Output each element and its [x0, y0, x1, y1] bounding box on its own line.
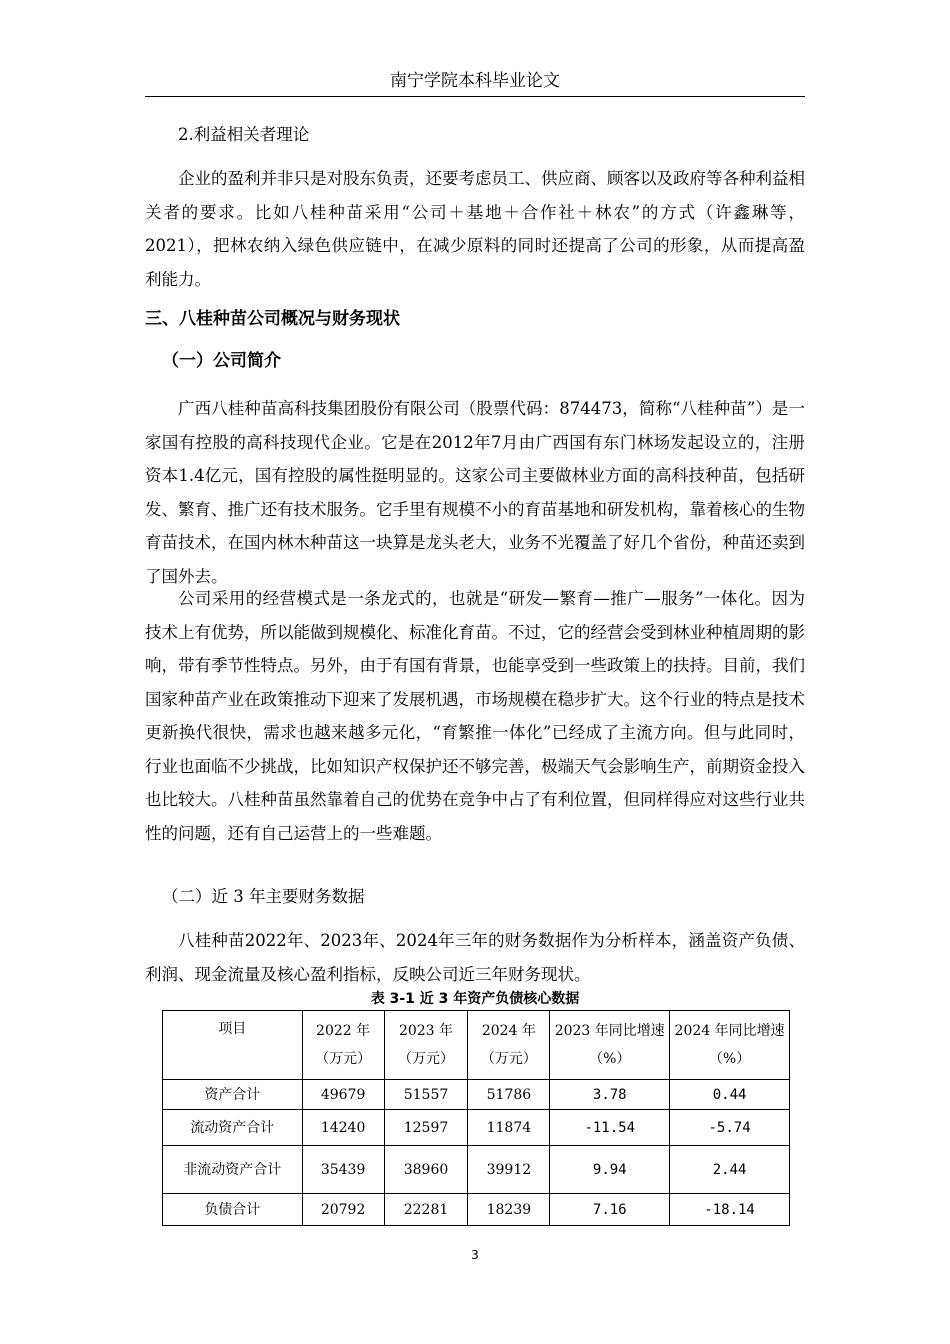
cell-value: 35439 — [302, 1146, 384, 1194]
cell-value: 11874 — [468, 1110, 550, 1146]
table-row — [163, 1080, 790, 1110]
subsection-title-intro: （一）公司简介 — [162, 351, 281, 371]
cell-growth: 9.94 — [550, 1146, 670, 1194]
row-label: 负债合计 — [163, 1194, 303, 1226]
balance-sheet-table — [162, 1010, 790, 1226]
paragraph-business-model: 公司采用的经营模式是一条龙式的，也就是“研发—繁育—推广—服务”一体化。因为技术上有优势，所以能做到规模化、标准化育苗。不过，它的经营会受到林业种植周期的影响，带有季节性特点。另外，由于有国有背景，也能享受到一些政策上的扶持。目前，我们国家种苗产业在政策推动下迎来了发展机遇，市场规模在稳步扩大。这个行业的特点是技术更新换代很快，需求也越来越多元化，“育繁推一体化”已经成了主流方向。但与此同时，行业也面临不少挑战，比如知识产权保护还不够完善，极端天气会影响生产，前期资金投入也比较大。八桂种苗虽然靠着自己的优势在竞争中占了有利位置，但同样得应对这些行业共性的问题，还有自己运营上的一些难题。 — [145, 589, 805, 843]
paragraph-company-intro: 广西八桂种苗高科技集团股份有限公司（股票代码：874473，简称“八桂种苗”）是一家国有控股的高科技现代企业。它是在2012年7月由广西国有东门林场发起设立的，注册资本1.4亿元，国有控股的属性挺明显的。这家公司主要做林业方面的高科技种苗，包括研发、繁育、推广还有技术服务。它手里有规模不小的育苗基地和研发机构，靠着核心的生物育苗技术，在国内林木种苗这一块算是龙头老大，业务不光覆盖了好几个省份，种苗还卖到了国外去。 — [145, 399, 805, 586]
header-growth-2023: 2023 年同比增速（%） — [550, 1011, 670, 1080]
row-label: 资产合计 — [163, 1080, 303, 1110]
cell-growth: 3.78 — [550, 1080, 670, 1110]
header-2023: 2023 年（万元） — [384, 1011, 468, 1080]
cell-growth: -11.54 — [550, 1110, 670, 1146]
cell-growth: 0.44 — [670, 1080, 790, 1110]
cell-growth: 7.16 — [550, 1194, 670, 1226]
cell-growth: -18.14 — [670, 1194, 790, 1226]
cell-value: 51557 — [384, 1080, 468, 1110]
table-caption: 表 3-1 近 3 年资产负债核心数据 — [370, 991, 580, 1007]
section-title-stakeholder: 2.利益相关者理论 — [178, 125, 310, 144]
paragraph-financial: 八桂种苗2022年、2023年、2024年三年的财务数据作为分析样本，涵盖资产负债、利润、现金流量及核心盈利指标，反映公司近三年财务现状。 — [145, 931, 805, 984]
table-header-row — [163, 1011, 790, 1080]
row-label: 流动资产合计 — [163, 1110, 303, 1146]
header-item: 项目 — [163, 1011, 303, 1080]
table-row — [163, 1194, 790, 1226]
cell-value: 39912 — [468, 1146, 550, 1194]
cell-value: 49679 — [302, 1080, 384, 1110]
cell-value: 51786 — [468, 1080, 550, 1110]
table-row — [163, 1146, 790, 1194]
cell-value: 12597 — [384, 1110, 468, 1146]
table-row — [163, 1110, 790, 1146]
page-header: 南宁学院本科毕业论文 — [145, 66, 805, 97]
cell-growth: -5.74 — [670, 1110, 790, 1146]
page-number: 3 — [471, 1248, 479, 1262]
chapter-title: 三、八桂种苗公司概况与财务现状 — [145, 309, 400, 329]
row-label: 非流动资产合计 — [163, 1146, 303, 1194]
header-2022: 2022 年（万元） — [302, 1011, 384, 1080]
cell-value: 38960 — [384, 1146, 468, 1194]
cell-value: 14240 — [302, 1110, 384, 1146]
header-growth-2024: 2024 年同比增速（%） — [670, 1011, 790, 1080]
subsection-title-financial: （二）近 3 年主要财务数据 — [162, 887, 365, 906]
cell-value: 18239 — [468, 1194, 550, 1226]
cell-value: 20792 — [302, 1194, 384, 1226]
cell-growth: 2.44 — [670, 1146, 790, 1194]
cell-value: 22281 — [384, 1194, 468, 1226]
paragraph-stakeholder: 企业的盈利并非只是对股东负责，还要考虑员工、供应商、顾客以及政府等各种利益相关者的要求。比如八桂种苗采用“公司＋基地＋合作社＋林农”的方式（许鑫琳等，2021），把林农纳入绿色供应链中，在减少原料的同时还提高了公司的形象，从而提高盈利能力。 — [145, 169, 805, 289]
header-2024: 2024 年（万元） — [468, 1011, 550, 1080]
